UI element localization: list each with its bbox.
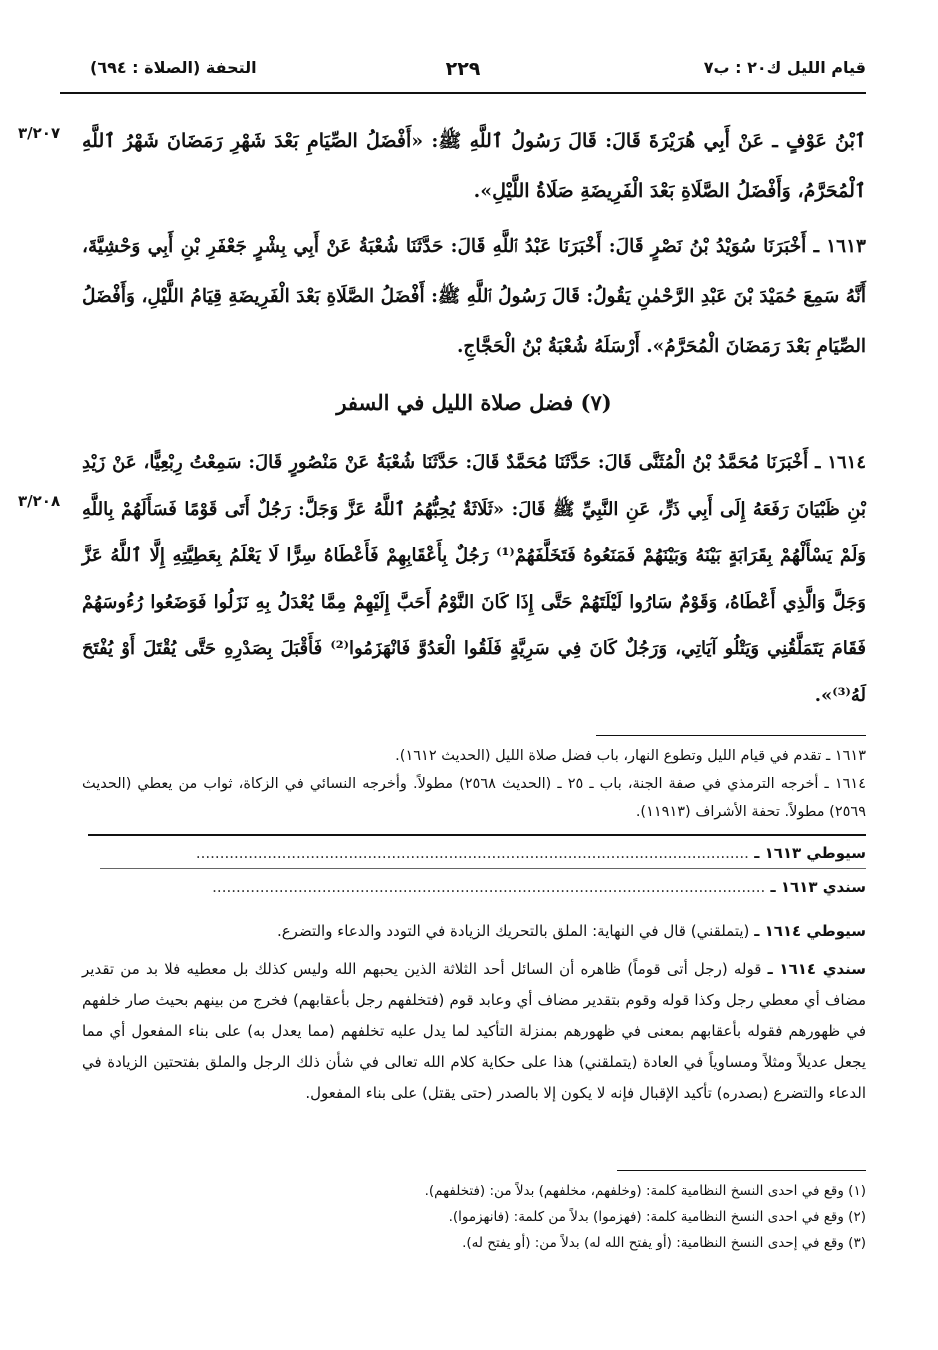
margin-reference-2: ٣/٢٠٨ <box>18 492 61 510</box>
hadith-1612-tail <box>82 116 866 216</box>
margin-reference-1: ٣/٢٠٧ <box>18 124 61 142</box>
hadith-1614 <box>82 440 866 719</box>
hadith-1613 <box>82 222 866 372</box>
commentary-suyuti-1613 <box>100 844 866 869</box>
hadith-text: أَخْبَرَنَا مُحَمَّدُ بْنُ الْمُثَنَّى قَالَ: حَدَّثَنَا مُحَمَّدٌ قَالَ: حَدَّثَنَا شُعْبَةُ عَنْ مَنْصُورٍ قَالَ: سَمِعْتُ رِبْعِيًّا، عَنْ زَيْدِ بْنِ ظَبْيَانَ رَفَعَهُ إِلَى أَبِي ذَرٍّ، عَنِ النَّبِيِّ ﷺ قَالَ: «ثَلَاثَةٌ يُحِبُّهُمُ ٱللَّهُ عَزَّ وَجَلَّ: رَجُلٌ أَتَى قَوْمًا فَسَأَلَهُمْ بِاللَّهِ وَلَمْ يَسْأَلْهُمْ بِقَرَابَةٍ بَيْنَهُ وَبَيْنَهُمْ فَمَنَعُوهُ فَتَخَلَّفَهُمْ⁽¹⁾ رَجُلٌ بِأَعْقَابِهِمْ فَأَعْطَاهُ سِرًّا لَا يَعْلَمُ بِعَطِيَّتِهِ إِلَّا ٱللَّهُ عَزَّ وَجَلَّ وَالَّذِي أَعْطَاهُ، وَقَوْمٌ سَارُوا لَيْلَتَهُمْ حَتَّى إِذَا كَانَ النَّوْمُ أَحَبَّ إِلَيْهِمْ مِمَّا يُعْدَلُ بِهِ نَزَلُوا فَوَضَعُوا رُءُوسَهُمْ فَقَامَ يَتَمَلَّقُنِي وَيَتْلُو آيَاتِي، وَرَجُلٌ كَانَ فِي سَرِيَّةٍ فَلَقُوا الْعَدُوَّ فَانْهَزَمُوا⁽²⁾ فَأَقْبَلَ بِصَدْرِهِ حَتَّى يُقْتَلَ أَوْ يُفْتَحَ لَهُ⁽³⁾». <box>82 452 867 706</box>
page-number: ٢٢٩ <box>445 58 481 80</box>
commentary-label: سندي ١٦١٣ ـ <box>770 878 866 896</box>
commentary-text: قوله (رجل أتى قوماً) ظاهره أن السائل أحد الثلاثة الذين يحبهم الله وليس كذلك بل معطيه فلا بد من تقدير مضاف أي معطي رجل وكذا قوله وقوم بتقدير مضاف أي وعابد قوم (فتخلفهم رجل بأعقابهم) فخرج من بينهم بحيث صار خلفهم في ظهورهم فقوله بأعقابهم بمعنى في ظهورهم بمنزلة التأكيد لما يدل عليه تخلفهم (مما يعدل به) على بناء المفعول أي مما يجعل عديلاً ومثلاً ومساوياً في العادة (يتملقني) هذا على حكاية كلام الله تعالى في شأن ذلك الرجل والملق بفتحتين الزيادة في الدعاء والتضرع (بصدره) تأكيد الإقبال فإنه لا يكون إلا بالصدر (حتى يقتل) على بناء المفعول. <box>82 960 866 1102</box>
variant-note-3: (٣) وقع في إحدى النسخ النظامية: (أو يفتح الله له) بدلاً من: (أو يفتح له). <box>462 1235 866 1251</box>
dotted-leader: .................................................................................................................... <box>212 878 766 896</box>
hadith-number: ١٦١٤ ـ <box>815 452 866 473</box>
takhrij-divider <box>596 735 866 736</box>
header-tuhfa-ref: التحفة (الصلاة : ٦٩٤) <box>90 58 257 77</box>
commentary-label: سيوطي ١٦١٤ ـ <box>754 922 866 940</box>
takhrij-1614: ١٦١٤ ـ أخرجه الترمذي في صفة الجنة، باب ـ ٢٥ ـ (الحديث ٢٥٦٨) مطولاً. وأخرجه النسائي في الزكاة، ثواب من يعطي (الحديث ٢٥٦٩) مطولاً. تحفة الأشراف (١١٩١٣). <box>82 776 866 820</box>
variant-note-1: (١) وقع في احدى النسخ النظامية كلمة: (وخلفهم، مخلفهم) بدلاً من: (فتخلفهم). <box>424 1183 866 1199</box>
hadith-text: أَخْبَرَنَا سُوَيْدُ بْنُ نَصْرٍ قَالَ: أَخْبَرَنَا عَبْدُ ٱللَّهِ قَالَ: حَدَّثَنَا شُعْبَةُ عَنْ أَبِي بِشْرٍ جَعْفَرِ بْنِ أَبِي وَحْشِيَّةَ، أَنَّهُ سَمِعَ حُمَيْدَ بْنَ عَبْدِ الرَّحْمٰنِ يَقُولُ: قَالَ رَسُولُ ٱللَّهِ ﷺ: أَفْضَلُ الصَّلَاةِ بَعْدَ الْفَرِيضَةِ قِيَامُ اللَّيْلِ، وَأَفْضَلُ الصِّيَامِ بَعْدَ رَمَضَانَ الْمُحَرَّمُ». أَرْسَلَهُ شُعْبَةُ بْنُ الْحَجَّاجِ. <box>82 236 866 357</box>
commentary-label: سندي ١٦١٤ ـ <box>767 960 866 978</box>
section-heading: (٧) فضل صلاة الليل في السفر <box>336 390 612 415</box>
variant-note-2: (٢) وقع في احدى النسخ النظامية كلمة: (فهزموا) بدلاً من كلمة: (فانهزموا). <box>448 1209 866 1225</box>
takhrij-1613: ١٦١٣ ـ تقدم في قيام الليل وتطوع النهار، باب فضل صلاة الليل (الحديث ١٦١٢). <box>395 748 866 764</box>
variant-notes-divider <box>617 1170 866 1171</box>
hadith-number: ١٦١٣ ـ <box>813 236 866 257</box>
commentary-suyuti-1614 <box>82 916 866 946</box>
takhrij-notes <box>82 742 866 826</box>
page-header <box>60 52 866 94</box>
commentary-text: (يتملقني) قال في النهاية: الملق بالتحريك الزيادة في التودد والدعاء والتضرع. <box>276 922 750 940</box>
commentary-label: سيوطي ١٦١٣ ـ <box>754 844 866 862</box>
dotted-leader: .................................................................................................................... <box>195 844 749 862</box>
commentary-sindi-1614 <box>82 954 866 1109</box>
commentary-divider <box>88 834 866 836</box>
hadith-text: ٱبْنُ عَوْفٍ ـ عَنْ أَبِي هُرَيْرَةَ قَالَ: قَالَ رَسُولُ ٱللَّهِ ﷺ: «أَفْضَلُ الصِّيَامِ بَعْدَ شَهْرِ رَمَضَانَ شَهْرُ ٱللَّهِ ٱلْمُحَرَّمُ، وَأَفْضَلُ الصَّلَاةِ بَعْدَ الْفَرِيضَةِ صَلَاةُ اللَّيْلِ». <box>82 130 866 202</box>
commentary-sindi-1613 <box>100 878 866 902</box>
variant-notes <box>82 1178 866 1256</box>
header-chapter: قيام الليل ك٢٠ : ب٧ <box>703 58 866 77</box>
